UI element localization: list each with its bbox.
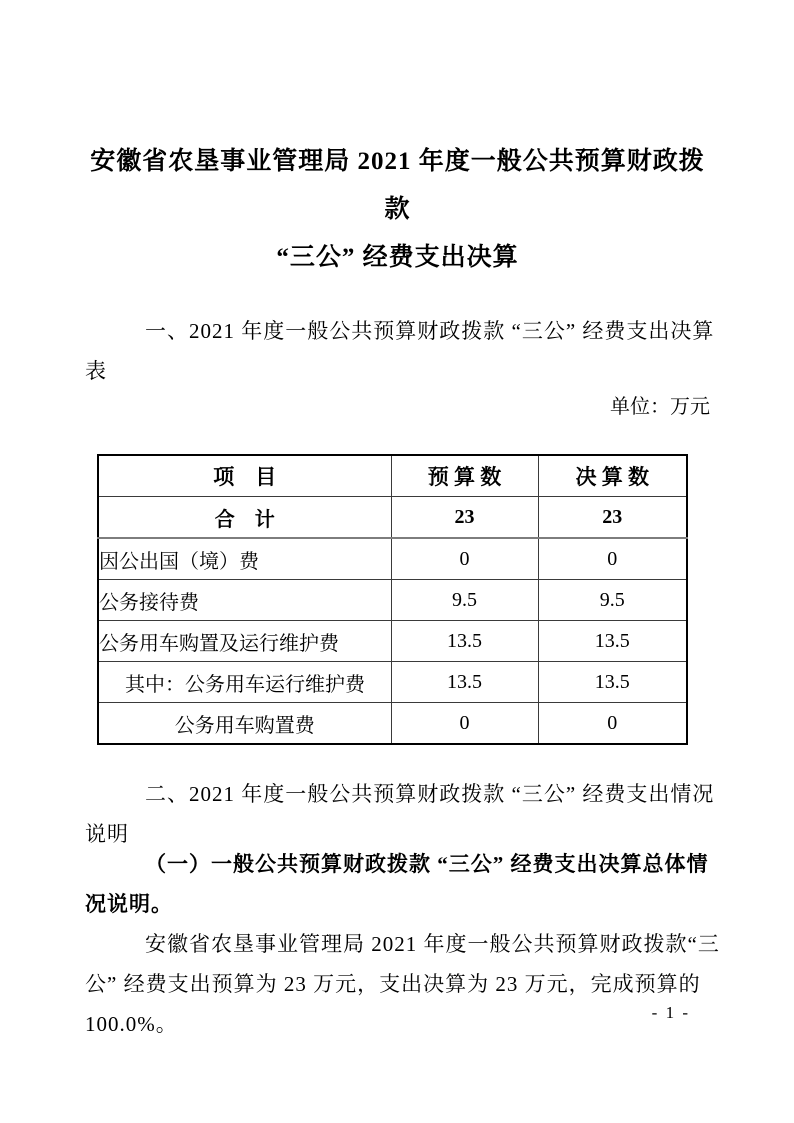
section-2-heading xyxy=(85,774,715,854)
document-title xyxy=(85,138,710,282)
summary-paragraph xyxy=(85,924,720,1044)
budget-cell: 0 xyxy=(391,538,538,580)
summary-paragraph-line-3: 100.0%。 xyxy=(85,1012,178,1036)
budget-cell: 23 xyxy=(391,497,538,539)
page-number: - 1 - xyxy=(651,1003,690,1022)
table-row-vehicle-purchase xyxy=(98,703,687,745)
final-cell: 0 xyxy=(538,538,687,580)
table-row-reception xyxy=(98,580,687,621)
table-row-abroad xyxy=(98,538,687,580)
table-row-total xyxy=(98,497,687,539)
row-label-cell: 合 计 xyxy=(98,497,391,539)
subsection-1-heading xyxy=(85,844,710,924)
final-cell: 23 xyxy=(538,497,687,539)
header-item: 项 目 xyxy=(98,455,391,497)
row-label-cell: 公务接待费 xyxy=(98,580,391,621)
document-title-line-1: 安徽省农垦事业管理局 2021 年度一般公共预算财政拨款 xyxy=(90,148,705,223)
budget-cell: 13.5 xyxy=(391,621,538,662)
final-cell: 13.5 xyxy=(538,621,687,662)
row-label-cell: 因公出国（境）费 xyxy=(98,538,391,580)
budget-cell: 9.5 xyxy=(391,580,538,621)
header-final: 决 算 数 xyxy=(538,455,687,497)
summary-paragraph-line-1: 安徽省农垦事业管理局 2021 年度一般公共预算财政拨款“三 xyxy=(145,932,720,956)
subsection-1-heading-line-2: 况说明。 xyxy=(85,892,173,916)
section-1-heading-line-2: 表 xyxy=(85,359,107,383)
final-cell: 9.5 xyxy=(538,580,687,621)
section-2-heading-line-1: 二、2021 年度一般公共预算财政拨款 “三公” 经费支出情况 xyxy=(145,782,715,806)
row-label-cell: 公务用车购置及运行维护费 xyxy=(98,621,391,662)
section-1-heading xyxy=(85,311,715,391)
final-cell: 0 xyxy=(538,703,687,745)
section-1-heading-line-1: 一、2021 年度一般公共预算财政拨款 “三公” 经费支出决算 xyxy=(145,319,715,343)
three-public-expenses-table xyxy=(97,454,688,745)
row-label-cell: 其中：公务用车运行维护费 xyxy=(98,662,391,703)
budget-cell: 0 xyxy=(391,703,538,745)
header-budget: 预 算 数 xyxy=(391,455,538,497)
subsection-1-heading-line-1: （一）一般公共预算财政拨款 “三公” 经费支出决算总体情 xyxy=(145,852,709,876)
row-label-cell: 公务用车购置费 xyxy=(98,703,391,745)
summary-paragraph-line-2: 公” 经费支出预算为 23 万元，支出决算为 23 万元，完成预算的 xyxy=(85,972,701,996)
final-cell: 13.5 xyxy=(538,662,687,703)
table-row-vehicle-operation xyxy=(98,662,687,703)
document-title-line-2: “三公” 经费支出决算 xyxy=(276,244,519,271)
section-2-heading-line-2: 说明 xyxy=(85,822,129,846)
table-header-row xyxy=(98,455,687,497)
table-row-vehicle-total xyxy=(98,621,687,662)
budget-cell: 13.5 xyxy=(391,662,538,703)
unit-label: 单位：万元 xyxy=(610,396,710,418)
